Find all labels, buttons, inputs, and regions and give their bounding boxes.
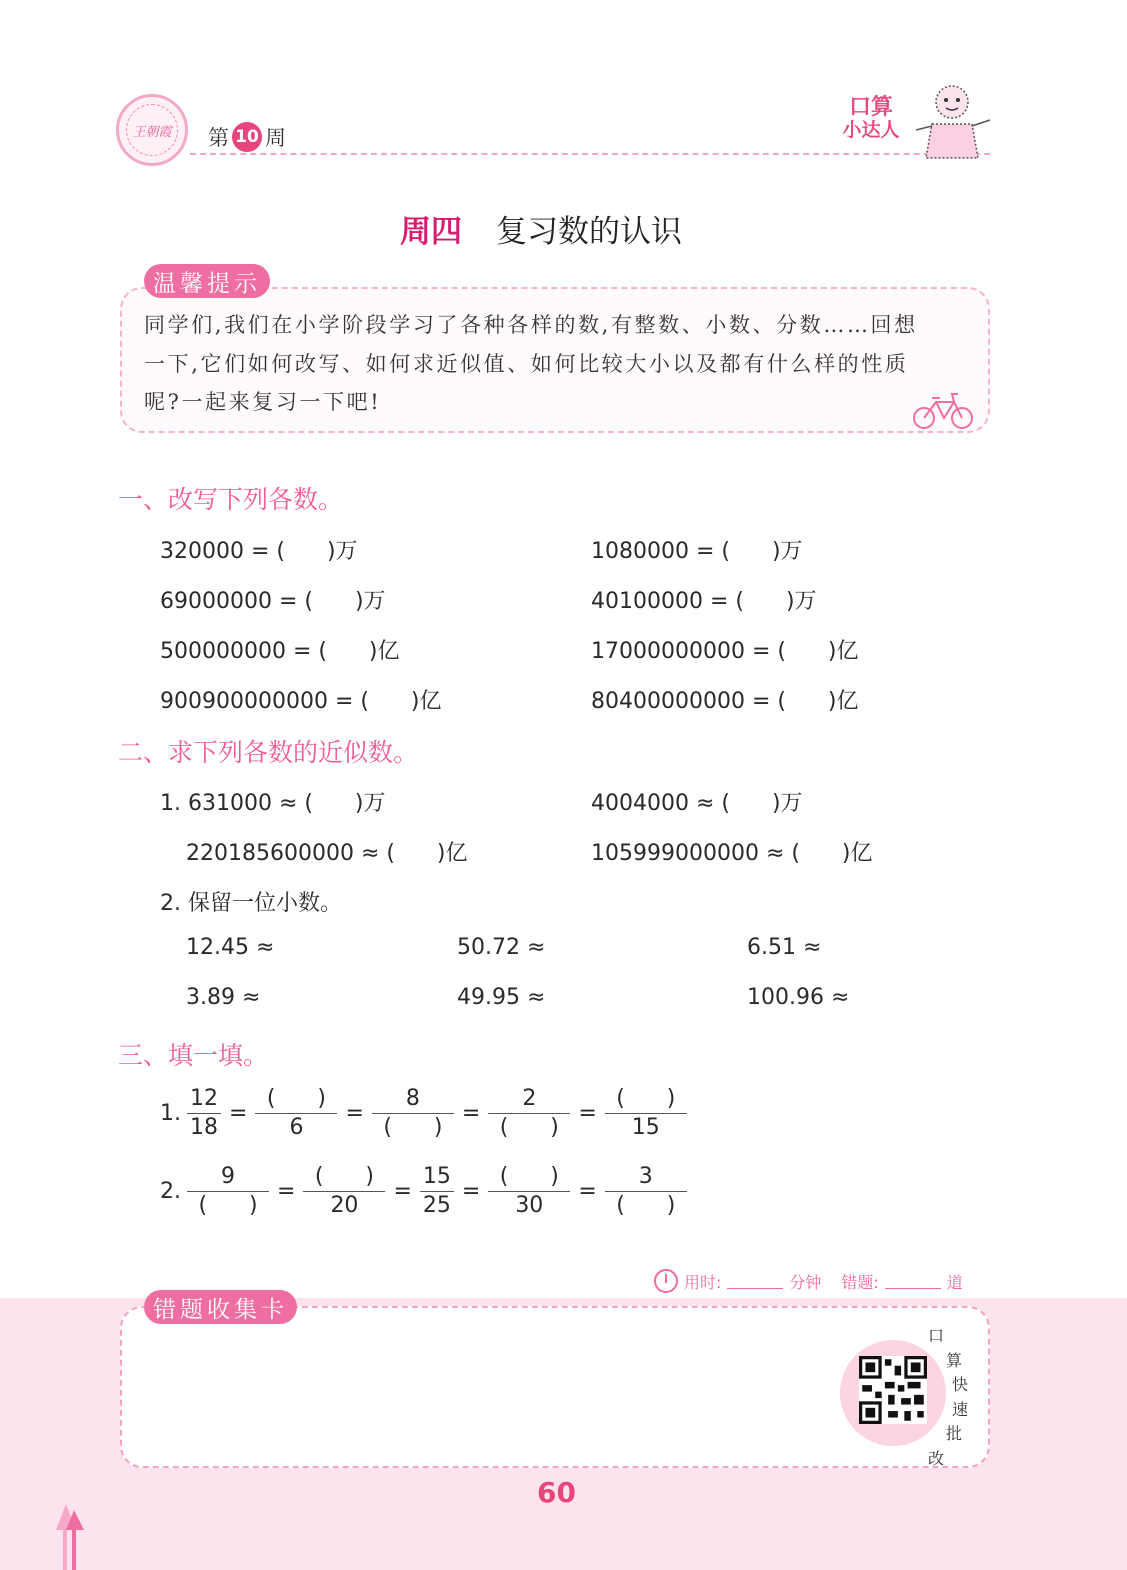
exercise-item: 49.95 ≈ (457, 985, 546, 1010)
tip-line: 同学们,我们在小学阶段学习了各种各样的数,有整数、小数、分数……回想 (144, 313, 918, 337)
exercise-item: 320000 = ( )万 (160, 539, 358, 564)
page-number: 60 (537, 1476, 576, 1509)
exercise-item: 69000000 = ( )万 (160, 589, 386, 614)
bicycle-icon (912, 390, 974, 430)
numerator: 12 (190, 1086, 218, 1111)
denominator: 15 (631, 1115, 660, 1140)
equals-sign: = (578, 1179, 597, 1204)
equals-sign: = (461, 1101, 481, 1126)
week-prefix: 第 (208, 126, 229, 150)
sub-question: 2. 保留一位小数。 (160, 891, 342, 916)
equals-sign: = (345, 1101, 364, 1126)
denominator: 18 (190, 1115, 218, 1140)
tip-text (144, 306, 974, 422)
exercise-item: 105999000000 ≈ ( )亿 (591, 841, 873, 866)
error-blank[interactable] (885, 1273, 941, 1289)
fraction (605, 1085, 687, 1142)
fraction-equation (160, 1163, 687, 1220)
equals-sign: = (578, 1101, 597, 1126)
week-indicator (208, 122, 286, 152)
denominator: ( ) (499, 1115, 559, 1140)
section-heading: 一、改写下列各数。 (118, 485, 344, 514)
numerator: 8 (405, 1086, 420, 1111)
fraction (605, 1163, 687, 1220)
exercise-item: 3.89 ≈ (186, 985, 261, 1010)
qr-caption-char: 快 (952, 1375, 969, 1394)
fraction (488, 1163, 570, 1220)
exercise-item: 6.51 ≈ (747, 935, 822, 960)
question-number: 1. (160, 1101, 181, 1126)
numerator: 15 (422, 1164, 451, 1189)
header-divider (190, 153, 990, 155)
time-label: 用时: (684, 1272, 722, 1292)
fraction-equation (160, 1085, 687, 1142)
exercise-item: 500000000 = ( )亿 (160, 639, 400, 664)
tip-line: 一下,它们如何改写、如何求近似值、如何比较大小以及都有什么样的性质 (144, 351, 909, 376)
stopwatch-icon (654, 1269, 678, 1293)
equals-sign: = (277, 1179, 296, 1204)
equals-sign: = (393, 1179, 412, 1204)
numerator: ( ) (499, 1164, 559, 1189)
title-topic: 复习数的认识 (496, 214, 682, 250)
denominator: 30 (515, 1193, 544, 1218)
exercise-item: 17000000000 = ( )亿 (591, 639, 859, 664)
denominator: 25 (422, 1193, 451, 1218)
exercise-item: 80400000000 = ( )亿 (591, 689, 859, 714)
numerator: ( ) (314, 1164, 374, 1189)
qr-caption (928, 1324, 969, 1471)
page-title (400, 206, 682, 251)
brand-logo (836, 96, 906, 142)
fraction (420, 1163, 454, 1220)
section-heading: 三、填一填。 (118, 1041, 269, 1070)
card-label: 错题收集卡 (144, 1290, 297, 1324)
qr-code-icon[interactable] (859, 1356, 927, 1424)
exercise-item: 50.72 ≈ (457, 935, 546, 960)
exercise-item: 12.45 ≈ (186, 935, 275, 960)
numerator: 3 (638, 1164, 653, 1189)
time-unit: 分钟 (789, 1272, 822, 1292)
denominator: ( ) (616, 1193, 676, 1218)
fraction (488, 1085, 570, 1142)
qr-caption-char: 批 (946, 1424, 963, 1443)
qr-caption-char: 速 (952, 1399, 969, 1419)
brand-line-2: 小达人 (842, 119, 900, 141)
time-record (654, 1269, 963, 1293)
exercise-item: 220185600000 ≈ ( )亿 (186, 841, 468, 866)
numerator: 2 (522, 1086, 537, 1111)
fraction (372, 1085, 454, 1142)
exercise-item: 100.96 ≈ (747, 985, 850, 1010)
exercise-item: 4004000 ≈ ( )万 (591, 791, 803, 816)
logo-text: 王朝霞 (126, 104, 178, 156)
denominator: 20 (330, 1193, 359, 1218)
numerator: 9 (221, 1164, 235, 1189)
week-number: 10 (232, 122, 262, 152)
arrow-decoration-icon (52, 1500, 92, 1570)
numerator: ( ) (266, 1086, 326, 1111)
denominator: 6 (289, 1115, 304, 1140)
exercise-item: 1080000 = ( )万 (591, 539, 803, 564)
tip-line: 呢?一起来复习一下吧! (144, 390, 382, 414)
brand-line-1: 口算 (848, 95, 893, 120)
qr-caption-char: 改 (928, 1448, 945, 1468)
publisher-logo (116, 94, 188, 166)
mascot-illustration (912, 80, 994, 166)
exercise-item: 900900000000 = ( )亿 (160, 689, 442, 714)
week-suffix: 周 (265, 126, 286, 150)
exercise-item: 40100000 = ( )万 (591, 589, 817, 614)
qr-caption-char: 口 (928, 1326, 945, 1345)
error-label: 错题: (841, 1272, 879, 1292)
tip-label: 温馨提示 (144, 264, 270, 298)
title-day: 周四 (400, 214, 462, 250)
question-number: 2. (160, 1179, 181, 1204)
denominator: ( ) (198, 1193, 258, 1218)
fraction (187, 1085, 221, 1142)
fraction (303, 1163, 385, 1220)
fraction (187, 1163, 269, 1220)
time-blank[interactable] (727, 1273, 783, 1289)
equals-sign: = (461, 1179, 481, 1204)
denominator: ( ) (383, 1115, 443, 1140)
qr-caption-char: 算 (946, 1350, 963, 1370)
section-heading: 二、求下列各数的近似数。 (118, 738, 419, 767)
fraction (255, 1085, 337, 1142)
error-unit: 道 (946, 1272, 963, 1292)
numerator: ( ) (616, 1086, 676, 1111)
exercise-item: 1. 631000 ≈ ( )万 (160, 791, 386, 816)
equals-sign: = (229, 1101, 248, 1126)
